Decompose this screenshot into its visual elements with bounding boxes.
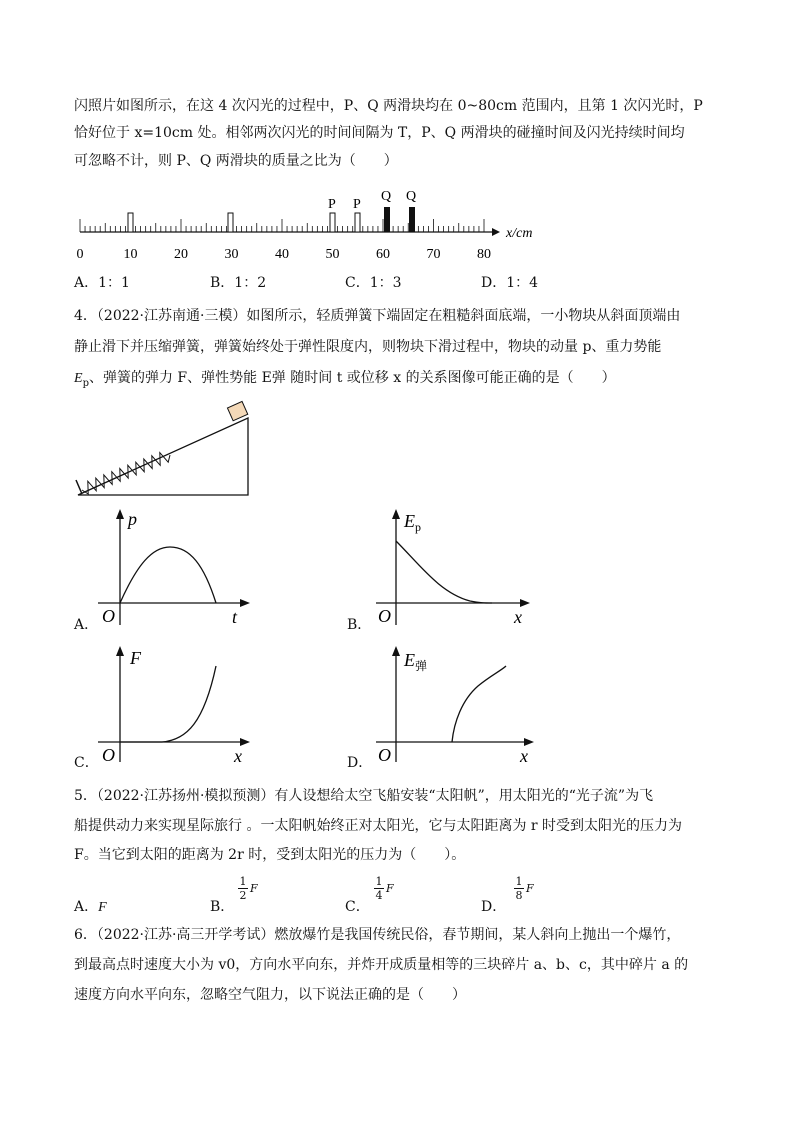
graph-a-x-label: t xyxy=(232,607,238,627)
graph-b xyxy=(370,505,540,630)
ruler-tick-label: 70 xyxy=(426,247,441,262)
q5-option-b[interactable]: B． xyxy=(210,899,235,915)
graph-d-x-label: x xyxy=(520,746,528,766)
label-q-1: Q xyxy=(381,189,392,204)
q5-option-a[interactable] xyxy=(74,896,107,916)
q4-option-d-letter[interactable]: D． xyxy=(347,755,373,771)
label-q-2: Q xyxy=(406,189,417,204)
graph-a-y-label: p xyxy=(128,509,137,529)
q5-option-d-var: F xyxy=(526,882,534,895)
q4-option-a-letter[interactable]: A． xyxy=(74,617,99,633)
flash-marker-30 xyxy=(228,213,233,232)
graph-a xyxy=(92,505,262,630)
ep-subscript: p xyxy=(82,377,89,389)
label-p-2: P xyxy=(353,197,361,212)
q4-option-b-letter[interactable]: B． xyxy=(347,617,372,633)
ruler-figure xyxy=(70,180,550,265)
q5-text-line-2: 船提供动力来实现星际旅行 。一太阳帆始终正对太阳光，它与太阳距离为 r 时受到太阳光的压力为 xyxy=(74,818,683,834)
q5-option-b-num: 1 xyxy=(239,875,247,888)
graph-b-x-label: x xyxy=(514,607,522,627)
slider-p-marker-1 xyxy=(330,213,335,232)
graph-b-y-label: $E_p$ xyxy=(404,511,421,534)
flash-marker-10 xyxy=(128,213,133,232)
q5-option-d[interactable]: D． xyxy=(481,899,507,915)
q3-text-line-3: 可忽略不计，则 P、Q 两滑块的质量之比为（ ） xyxy=(74,153,398,169)
q5-text-line-1: 5．（2022·江苏扬州·模拟预测）有人设想给太空飞船安装“太阳帆”，用太阳光的“光子流”为飞 xyxy=(74,788,654,804)
graph-d xyxy=(370,642,545,767)
q4-text-line-1: 4．（2022·江苏南通·三模）如图所示，轻质弹簧下端固定在粗糙斜面底端，一小物块从斜面顶端由 xyxy=(74,308,681,324)
q3-option-c[interactable]: C．1：3 xyxy=(345,275,402,291)
graph-b-origin: O xyxy=(378,606,391,626)
q3-option-a[interactable]: A．1：1 xyxy=(74,275,130,291)
graph-c-y-arrow xyxy=(116,646,124,656)
q4-text-line-3-rest: 、弹簧的弹力 F、弹性势能 E弹 随时间 t 或位移 x 的关系图像可能正确的是（ ） xyxy=(88,370,616,386)
ruler-arrow xyxy=(492,228,500,236)
q5-option-d-den: 8 xyxy=(515,889,523,902)
ruler-tick-label: 60 xyxy=(376,247,390,262)
ruler-tick-label: 30 xyxy=(224,247,239,262)
ep-symbol: E xyxy=(74,371,83,386)
q5-option-a-value: F xyxy=(98,900,107,915)
ruler-ticks xyxy=(80,219,484,232)
q6-text-line-1: 6．（2022·江苏·高三开学考试）燃放爆竹是我国传统民俗，春节期间，某人斜向上抛出一个爆竹， xyxy=(74,927,681,943)
graph-c-x-arrow xyxy=(240,738,250,746)
graph-c-curve xyxy=(120,666,216,742)
q5-option-b-var: F xyxy=(250,882,258,895)
q6-text-line-3: 速度方向水平向东，忽略空气阻力，以下说法正确的是（ ） xyxy=(74,987,466,1003)
q5-option-c-var: F xyxy=(386,882,394,895)
graph-c-x-label: x xyxy=(234,746,242,766)
graph-a-y-arrow xyxy=(116,509,124,519)
q5-option-c-den: 4 xyxy=(375,889,383,902)
q5-option-d-num: 1 xyxy=(515,875,523,888)
graph-b-curve xyxy=(396,541,492,603)
graph-d-y-arrow xyxy=(392,646,400,656)
graph-b-y-arrow xyxy=(392,509,400,519)
slider-q-marker-1 xyxy=(384,207,390,232)
slider-p-marker-2 xyxy=(355,213,360,232)
graph-a-curve xyxy=(120,547,216,603)
q5-option-c-fraction xyxy=(374,876,384,901)
spring-base-wall xyxy=(76,480,82,494)
q3-option-b[interactable]: B．1：2 xyxy=(210,275,267,291)
q5-option-b-fraction xyxy=(238,876,248,901)
ruler-numbers xyxy=(77,247,492,262)
ruler-tick-label: 10 xyxy=(123,247,138,262)
graph-c-origin: O xyxy=(102,745,115,765)
q5-text-line-3: F。当它到太阳的距离为 2r 时，受到太阳光的压力为（ ）。 xyxy=(74,847,466,863)
q4-option-c-letter[interactable]: C． xyxy=(74,755,99,771)
q6-text-line-2: 到最高点时速度大小为 v0，方向水平向东，并炸开成质量相等的三块碎片 a、b、c，其中碎片 a 的 xyxy=(74,957,689,973)
block xyxy=(227,401,247,420)
q5-option-d-fraction xyxy=(514,876,524,901)
q4-text-line-3 xyxy=(74,368,616,394)
q3-option-d[interactable]: D．1：4 xyxy=(481,275,539,291)
graph-a-x-arrow xyxy=(240,599,250,607)
ruler-axis-label: x/cm xyxy=(506,226,533,241)
q3-text-line-1: 闪照片如图所示，在这 4 次闪光的过程中，P、Q 两滑块均在 0~80cm 范围内，且第 1 次闪光时，P xyxy=(74,98,703,114)
ruler-tick-label: 80 xyxy=(477,247,491,262)
q5-option-a-letter: A． xyxy=(74,899,99,915)
graph-d-curve xyxy=(452,666,506,742)
q5-option-b-den: 2 xyxy=(239,889,247,902)
graph-c xyxy=(92,642,262,767)
graph-b-x-arrow xyxy=(520,599,530,607)
graph-c-y-label: F xyxy=(130,648,141,668)
q5-option-c[interactable]: C． xyxy=(345,899,370,915)
ruler-tick-label: 50 xyxy=(325,247,340,262)
graph-d-y-label: $E_弹$ xyxy=(404,650,428,673)
ruler-tick-label: 0 xyxy=(76,247,84,262)
graph-a-origin: O xyxy=(102,606,115,626)
graph-d-x-arrow xyxy=(524,738,534,746)
ruler-tick-label: 40 xyxy=(275,247,289,262)
slider-q-marker-2 xyxy=(409,207,415,232)
incline-figure xyxy=(70,400,260,500)
q5-option-c-num: 1 xyxy=(375,875,383,888)
label-p-1: P xyxy=(328,197,336,212)
q3-text-line-2: 恰好位于 x=10cm 处。相邻两次闪光的时间间隔为 T，P、Q 两滑块的碰撞时间及闪光持续时间均 xyxy=(74,125,685,141)
ruler-tick-label: 20 xyxy=(174,247,188,262)
graph-d-origin: O xyxy=(378,745,391,765)
q4-text-line-2: 静止滑下并压缩弹簧，弹簧始终处于弹性限度内，则物块下滑过程中，物块的动量 p、重力势能 xyxy=(74,339,662,355)
